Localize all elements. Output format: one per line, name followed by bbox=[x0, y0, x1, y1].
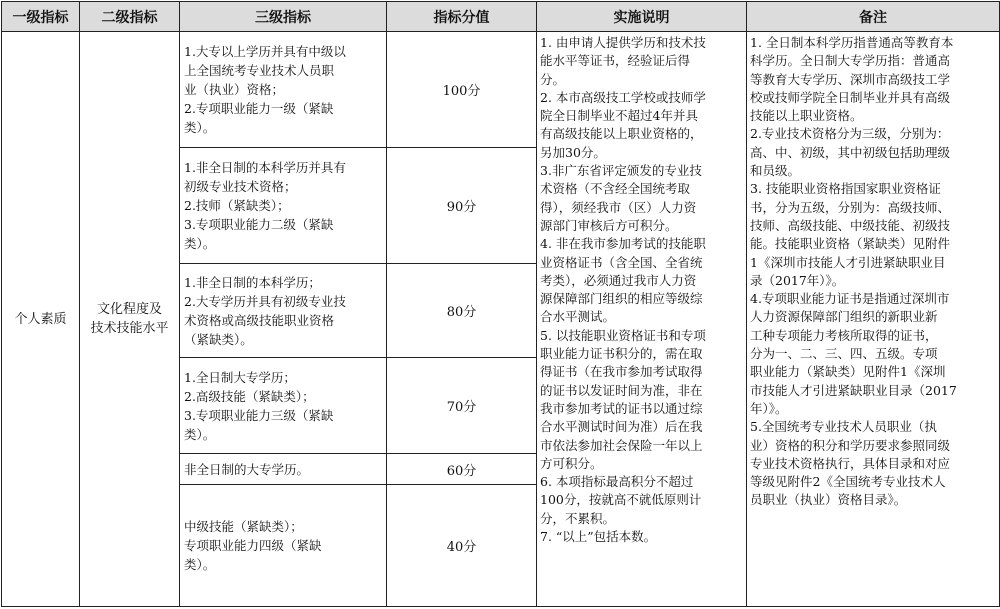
criteria-line: 初级专业技术资格； bbox=[184, 179, 297, 194]
score-cell: 100分 bbox=[387, 32, 537, 148]
criteria-line: 2.专项职业能力一级（紧缺 bbox=[184, 101, 334, 116]
explanation-line: 5. 以技能职业资格证书和专项 bbox=[540, 327, 706, 343]
explanation-line: 2. 本市高级技工学校或技师学 bbox=[540, 89, 706, 105]
remarks-line: 科学历。全日制大专学历指：普通高 bbox=[750, 53, 951, 69]
explanation-line: 术资格（不含经全国统考取 bbox=[540, 181, 691, 197]
header-level1: 一级指标 bbox=[2, 2, 80, 32]
criteria-line: 术资格或高级技能职业资格 bbox=[184, 312, 335, 328]
remarks-line: 员职业（执业）资格目录》。 bbox=[750, 492, 907, 508]
criteria-line: 1.全日制大专学历； bbox=[184, 369, 296, 385]
remarks-line: 5.全国统考专业技术人员职业（执 bbox=[750, 419, 937, 435]
remarks-line: 等级见附件2《全国统考专业技术人 bbox=[750, 474, 946, 490]
remarks-line: 4.专项职业能力证书是指通过深圳市 bbox=[750, 291, 950, 307]
explanation-line: 合水平测试时间为准）后在我 bbox=[540, 419, 703, 435]
remarks-cell bbox=[747, 32, 1000, 607]
explanation-line: 7. “以上”包括本数。 bbox=[540, 529, 657, 545]
score-cell: 80分 bbox=[387, 264, 537, 358]
level2-line: 技术技能水平 bbox=[90, 321, 169, 336]
criteria-line: 类）。 bbox=[184, 120, 216, 135]
explanation-line: 我市参加考试的证书以通过综 bbox=[540, 400, 703, 416]
header-remarks: 备注 bbox=[747, 2, 1000, 32]
remarks-line: 职业能力（紧缺类）见附件1《深圳 bbox=[750, 364, 946, 380]
criteria-line: 1.非全日制的本科学历； bbox=[184, 274, 321, 290]
criteria-line: 1.非全日制的本科学历并具有 bbox=[184, 160, 346, 175]
criteria-line: 3.专项职业能力二级（紧缺 bbox=[184, 217, 334, 232]
explanation-line: 业资格证书（含全国、全省统 bbox=[540, 254, 703, 270]
criteria-line: 2.高级技能（紧缺类）； bbox=[184, 388, 315, 404]
explanation-line: 合水平测试。 bbox=[540, 309, 616, 325]
criteria-line: 3.专项职业能力三级（紧缺 bbox=[184, 407, 334, 423]
table-row bbox=[2, 32, 1000, 148]
explanation-line: 分。 bbox=[540, 71, 566, 87]
criteria-line: 1.大专以上学历并具有中级以 bbox=[184, 44, 346, 59]
level2-cell bbox=[80, 32, 180, 607]
remarks-line: 工种专项能力考核所取得的证书， bbox=[750, 327, 938, 343]
remarks-line: 等教育大专学历、深圳市高级技工学 bbox=[750, 71, 951, 87]
explanation-line: 4. 非在我市参加考试的技能职 bbox=[540, 236, 706, 252]
level3-cell bbox=[180, 264, 387, 358]
header-score: 指标分值 bbox=[387, 2, 537, 32]
explanation-line: 院全日制毕业不超过4年并具 bbox=[540, 108, 698, 124]
header-explanation: 实施说明 bbox=[537, 2, 747, 32]
explanation-cell bbox=[537, 32, 747, 607]
level3-cell bbox=[180, 485, 387, 607]
criteria-line: 非全日制的大专学历。 bbox=[184, 461, 310, 477]
level3-cell bbox=[180, 148, 387, 264]
explanation-line: 另加30分。 bbox=[540, 144, 606, 160]
explanation-line: 职业能力证书积分的，需在取 bbox=[540, 346, 703, 362]
remarks-line: 1《深圳市技能人才引进紧缺职业目 bbox=[750, 254, 946, 270]
explanation-line: 1. 由申请人提供学历和技术技 bbox=[540, 35, 706, 50]
header-row bbox=[2, 2, 1000, 32]
remarks-line: 和员级。 bbox=[750, 163, 801, 179]
explanation-line: 源部门审核后方可积分。 bbox=[540, 217, 678, 233]
level3-cell bbox=[180, 358, 387, 454]
criteria-line: 上全国统考专业技术人员职 bbox=[184, 63, 335, 78]
criteria-line: 中级技能（紧缺类）； bbox=[184, 519, 303, 534]
score-cell: 70分 bbox=[387, 358, 537, 454]
explanation-line: 源保障部门组织的相应等级综 bbox=[540, 291, 703, 307]
remarks-line: 市技能人才引进紧缺职业目录（2017 bbox=[750, 382, 957, 398]
explanation-line: 方可积分。 bbox=[540, 455, 603, 471]
criteria-line: 2.技师（紧缺类）； bbox=[184, 198, 290, 213]
remarks-line: 书，分为五级，分别为：高级技师、 bbox=[750, 199, 951, 215]
level3-cell bbox=[180, 454, 387, 485]
criteria-line: 2.大专学历并具有初级专业技 bbox=[184, 293, 346, 309]
explanation-line: 能水平等证书，经验证后得 bbox=[540, 53, 691, 69]
remarks-line: 录（2017年）》。 bbox=[750, 272, 845, 288]
explanation-line: 100分，按就高不就低原则计 bbox=[540, 492, 702, 508]
remarks-line: 1. 全日制本科学历指普通高等教育本 bbox=[750, 35, 954, 50]
remarks-line: 技能以上职业资格。 bbox=[750, 108, 863, 124]
level1-cell: 个人素质 bbox=[2, 32, 80, 607]
explanation-line: 6. 本项指标最高积分不超过 bbox=[540, 474, 694, 490]
header-level3: 三级指标 bbox=[180, 2, 387, 32]
level2-line: 文化程度及 bbox=[96, 302, 162, 317]
scoring-table bbox=[1, 1, 1000, 607]
header-level2: 二级指标 bbox=[80, 2, 180, 32]
remarks-line: 高、中、初级，其中初级包括助理级 bbox=[750, 144, 951, 160]
criteria-line: 类）。 bbox=[184, 426, 216, 442]
explanation-line: 的证书以发证时间为准，非在 bbox=[540, 382, 703, 398]
remarks-line: 年）》。 bbox=[750, 400, 788, 416]
remarks-line: 专业技术资格执行，具体目录和对应 bbox=[750, 455, 951, 471]
explanation-line: 得证书（在我市参加考试取得 bbox=[540, 364, 703, 380]
remarks-line: 3. 技能职业资格指国家职业资格证 bbox=[750, 181, 941, 197]
explanation-line: 得），须经我市（区）人力资 bbox=[540, 199, 697, 215]
criteria-line: 类）。 bbox=[184, 557, 216, 572]
remarks-line: 能。技能职业资格（紧缺类）见附件 bbox=[750, 236, 951, 252]
remarks-line: 人力资源保障部门组织的新职业新 bbox=[750, 309, 938, 325]
criteria-line: 类）。 bbox=[184, 236, 216, 251]
score-cell: 60分 bbox=[387, 454, 537, 485]
score-cell: 90分 bbox=[387, 148, 537, 264]
remarks-line: 业）资格的积分和学历要求参照同级 bbox=[750, 437, 951, 453]
criteria-line: （紧缺类）。 bbox=[184, 331, 253, 347]
remarks-line: 校或技师学院全日制毕业并具有高级 bbox=[750, 89, 951, 105]
explanation-line: 有高级技能以上职业资格的， bbox=[540, 126, 703, 142]
criteria-line: 专项职业能力四级（紧缺 bbox=[184, 538, 322, 553]
criteria-line: 业（执业）资格； bbox=[184, 82, 285, 97]
level3-cell bbox=[180, 32, 387, 148]
explanation-line: 3.非广东省评定颁发的专业技 bbox=[540, 163, 702, 179]
remarks-line: 分为一、二、三、四、五级。专项 bbox=[750, 346, 938, 362]
explanation-line: 考类），必须通过我市人力资 bbox=[540, 272, 697, 288]
remarks-line: 2.专业技术资格分为三级，分别为： bbox=[750, 126, 950, 142]
explanation-line: 分，不累积。 bbox=[540, 510, 616, 526]
score-cell: 40分 bbox=[387, 485, 537, 607]
explanation-line: 市依法参加社会保险一年以上 bbox=[540, 437, 703, 453]
remarks-line: 技师、高级技能、中级技能、初级技 bbox=[750, 217, 951, 233]
